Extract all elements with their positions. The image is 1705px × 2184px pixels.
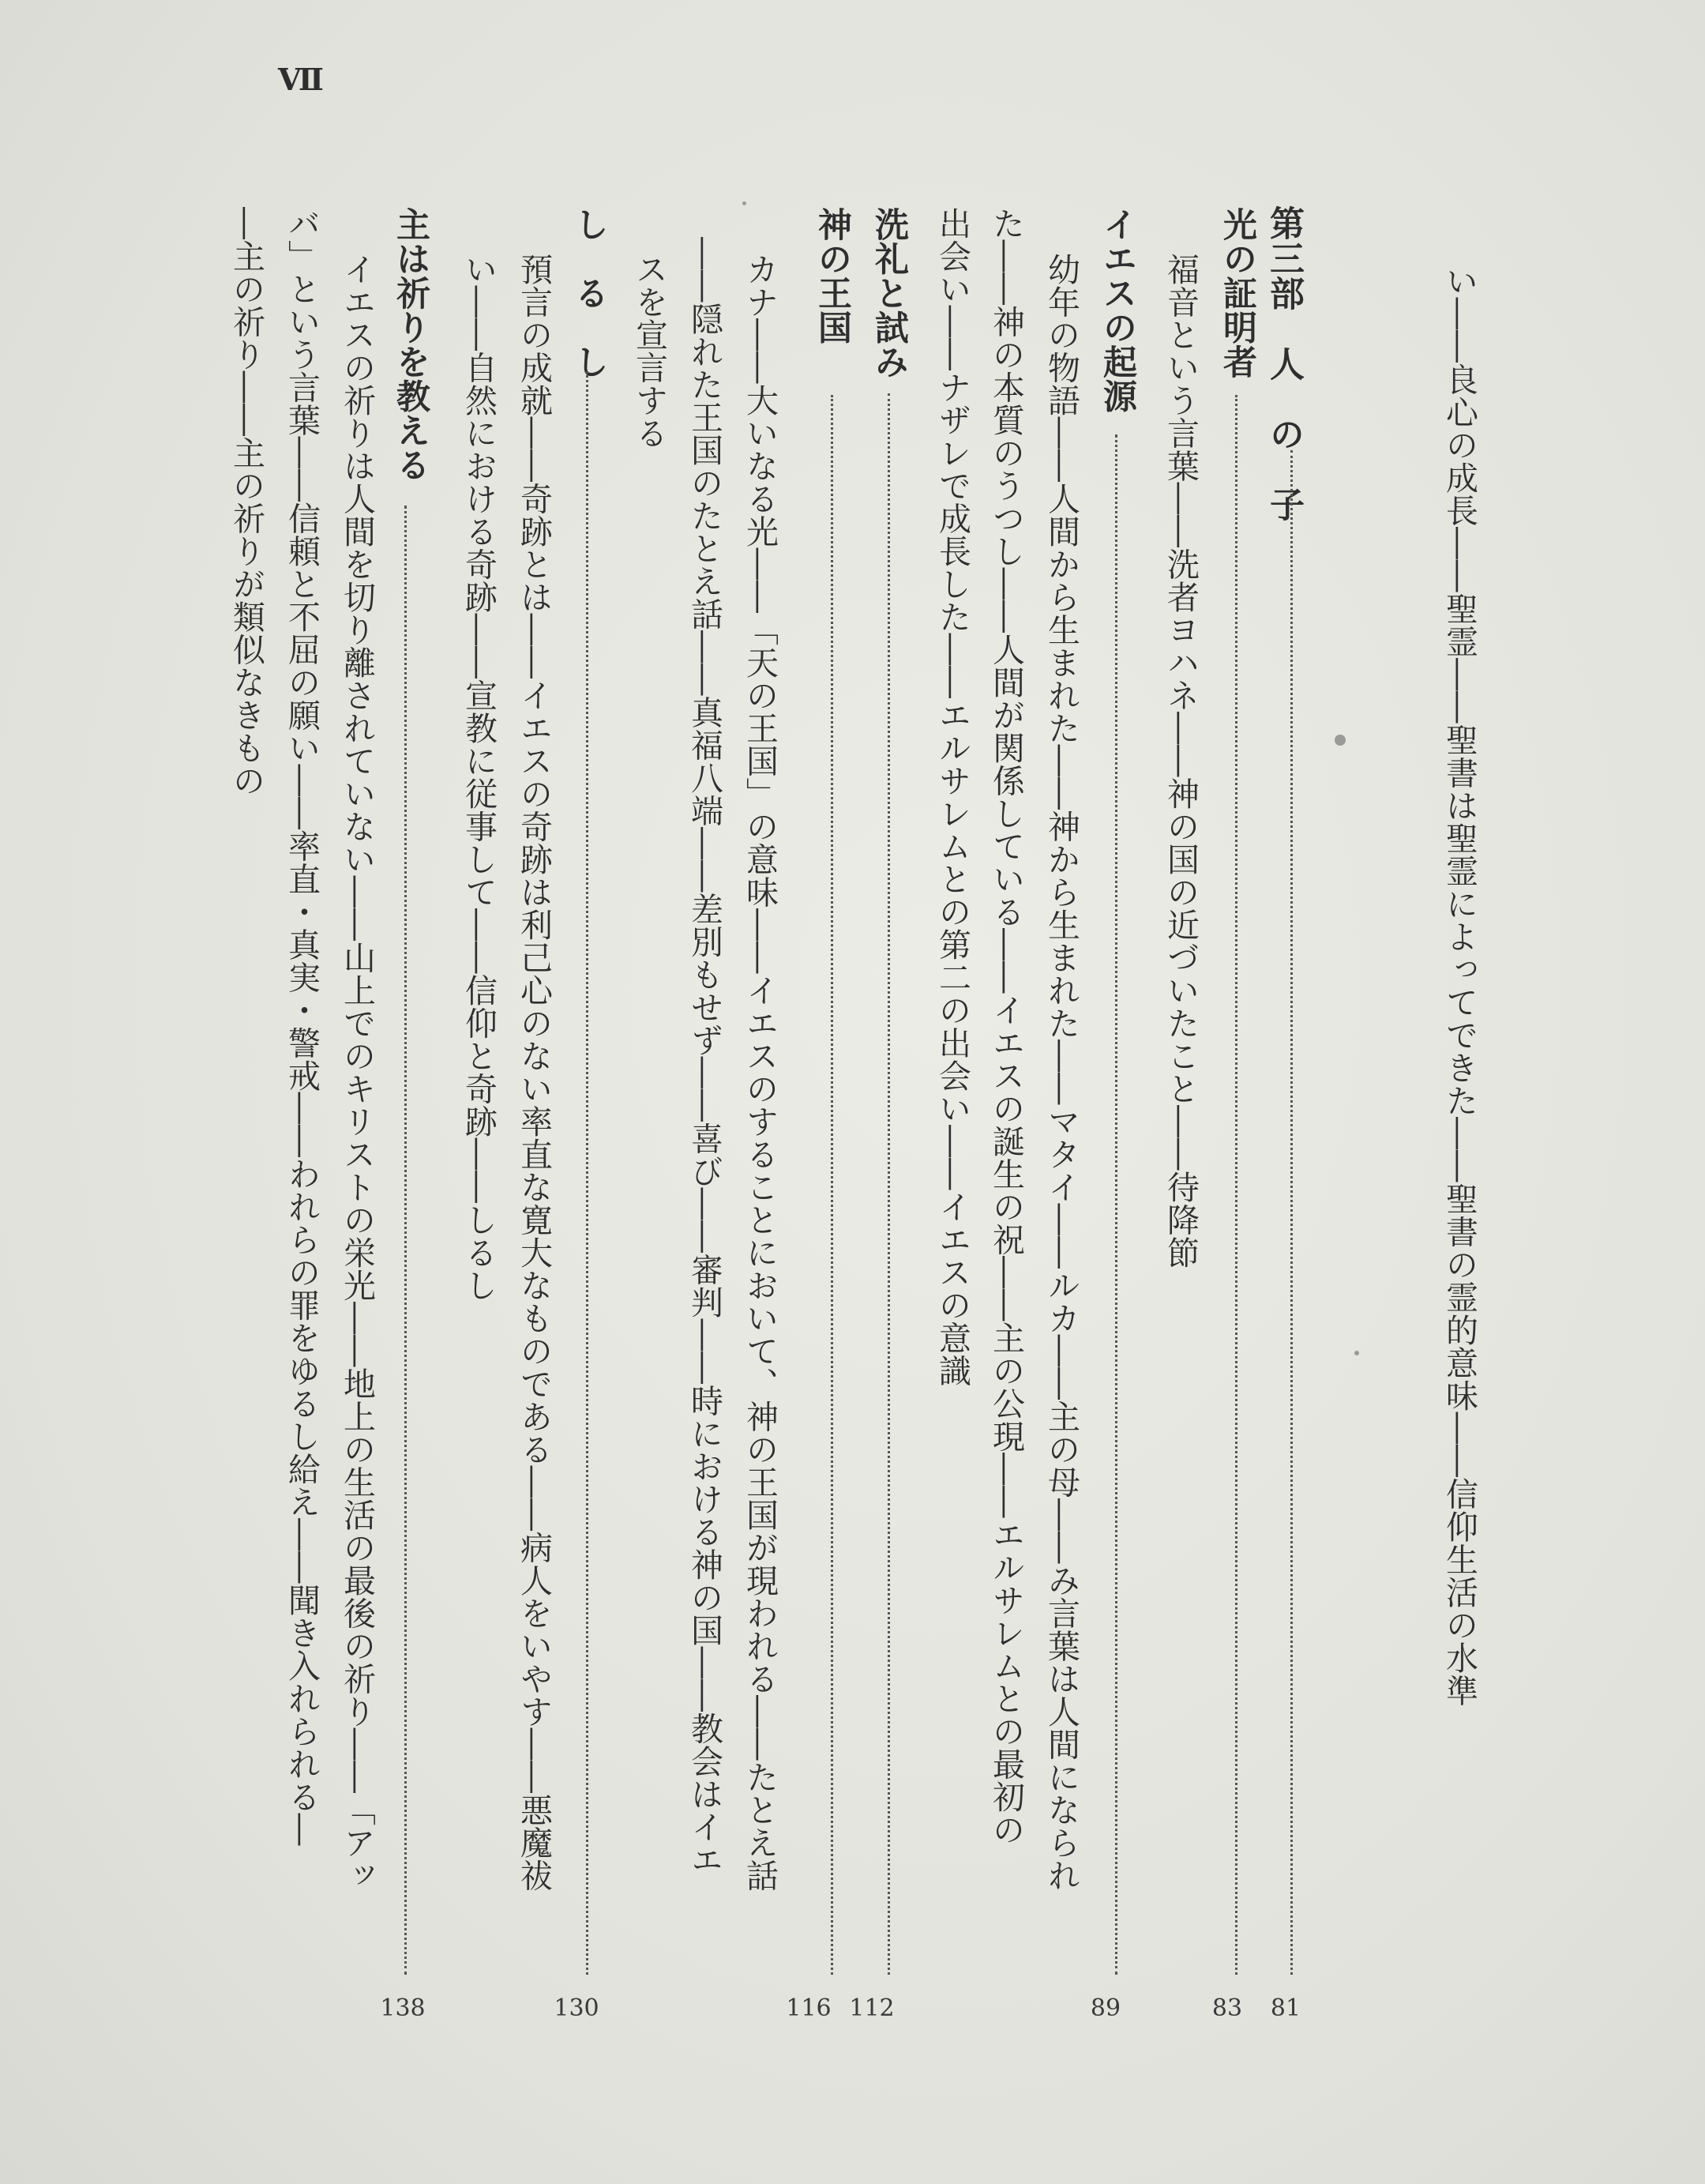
toc-subtopics-line: ―主の祈り――主の祈りが類似なきもの [227, 207, 265, 797]
toc-subtopics-line: た――神の本質のうつし――人間が関係している――イエスの誕生の祝――主の公現――エルサレムとの最初の [987, 207, 1025, 1846]
toc-page-number: 81 [1270, 1994, 1301, 2022]
paper-speck [1354, 1351, 1359, 1355]
toc-chapter-heading: 洗礼と試み [869, 207, 909, 379]
dot-leader [831, 395, 833, 1975]
dot-leader [586, 371, 588, 1975]
toc-page-number: 116 [786, 1994, 832, 2022]
toc-chapter-heading: イエスの起源 [1098, 207, 1137, 413]
dot-leader [1290, 450, 1293, 1975]
toc-subtopics-line: カナ――大いなる光――「天の王国」の意味――イエスのすることにおいて、神の王国が現われる――たとえ話 [741, 253, 779, 1892]
toc-page-number: 112 [849, 1994, 895, 2022]
toc-page-number: 83 [1211, 1994, 1243, 2022]
toc-subtopics-line: ――隠れた王国のたとえ話――真福八端――差別もせず――喜び――審判――時における神の国――教会はイエ [685, 237, 723, 1876]
toc-part-heading: 第三部 人 の 子 [1264, 205, 1304, 522]
dot-leader [404, 506, 407, 1975]
toc-subtopics-line: スを宣言する [630, 253, 668, 449]
toc-chapter-heading: 光の証明者 [1218, 207, 1257, 379]
toc-subtopics-line: 幼年の物語――人間から生まれた――神から生まれた――マタイ――ルカ――主の母――み言葉は人間になられ [1042, 253, 1080, 1892]
toc-chapter-heading: 神の王国 [813, 207, 852, 344]
toc-subtopics-line: い――良心の成長――聖霊――聖書は聖霊によってできた――聖書の霊的意味――信仰生活の水準 [1440, 265, 1478, 1707]
toc-chapter-heading: し る し [569, 207, 609, 379]
toc-page-number: 130 [554, 1994, 599, 2022]
toc-page-number: 138 [380, 1994, 426, 2022]
toc-subtopics-line: 福音という言葉――洗者ヨハネ――神の国の近づいたこと――待降節 [1162, 253, 1200, 1269]
dot-leader [1115, 434, 1117, 1975]
page-roman-numeral: Ⅶ [278, 62, 325, 97]
dot-leader [1235, 395, 1237, 1975]
toc-subtopics-line: 出会い――ナザレで成長した――エルサレムとの第二の出会い――イエスの意識 [933, 207, 971, 1387]
dot-leader [888, 393, 890, 1975]
paper-speck [1335, 735, 1346, 746]
toc-subtopics-line: イエスの祈りは人間を切り離されていない――山上でのキリストの栄光――地上の生活の最後の祈り――「アッ [338, 253, 376, 1892]
paper-speck [742, 201, 746, 205]
toc-page-number: 89 [1090, 1994, 1121, 2022]
toc-chapter-heading: 主は祈りを教える [391, 207, 430, 482]
toc-subtopics-line: 預言の成就――奇跡とは――イエスの奇跡は利己心のない率直な寛大なものである――病人をいやす――悪魔祓 [515, 253, 553, 1892]
toc-subtopics-line: い――自然における奇跡――宣教に従事して――信仰と奇跡――しるし [460, 253, 498, 1302]
toc-subtopics-line: バ」という言葉――信頼と不屈の願い――率直・真実・警戒――われらの罪をゆるし給え――聞き入れられる― [283, 207, 321, 1846]
